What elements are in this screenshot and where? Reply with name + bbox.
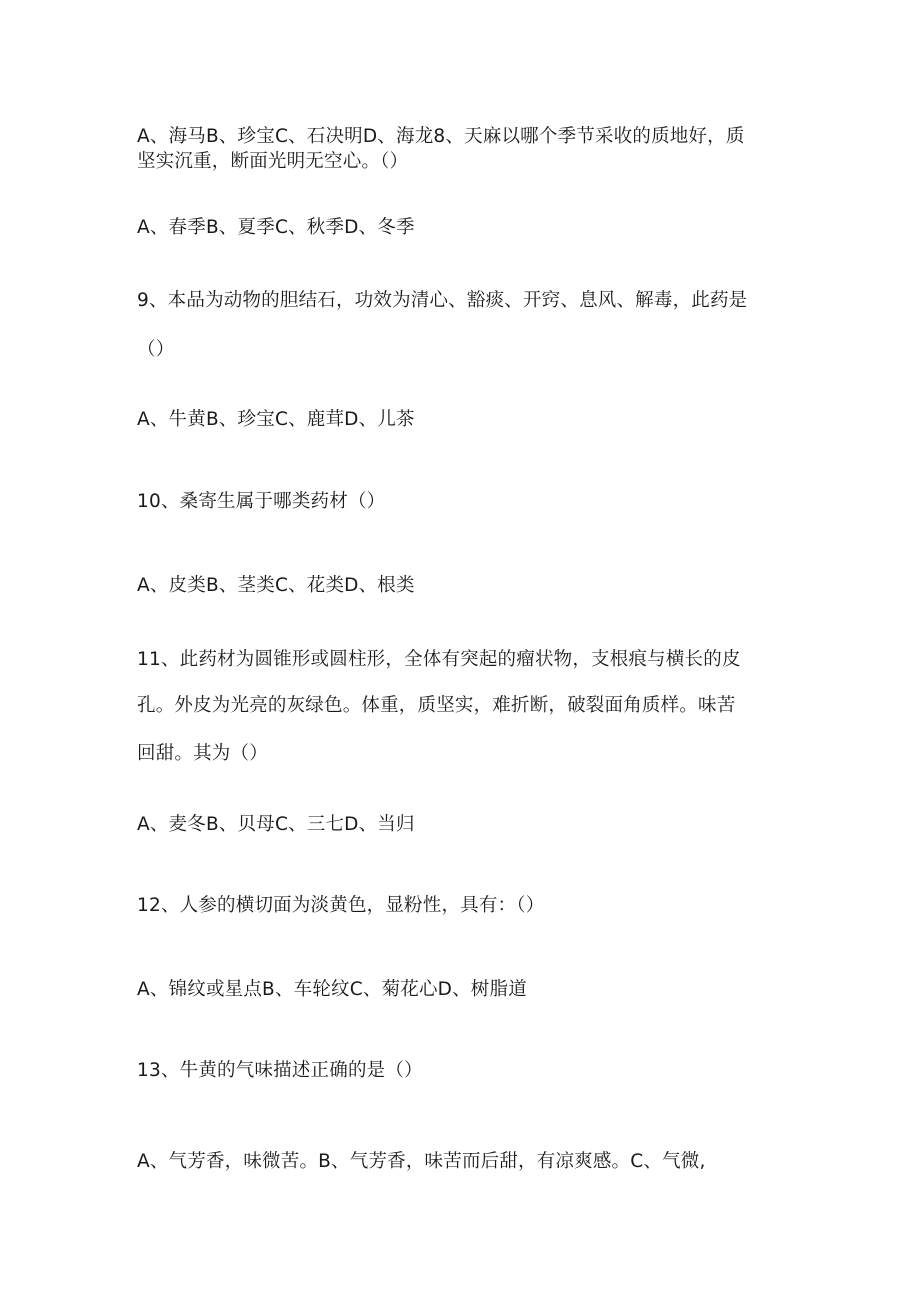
text-line: A、锦纹或星点B、车轮纹C、菊花心D、树脂道 [137, 979, 527, 1000]
question-13: 13、牛黄的气味描述正确的是（） [137, 1060, 423, 1081]
question-11: 11、此药材为圆锥形或圆柱形，全体有突起的瘤状物，支根痕与横长的皮 [137, 649, 741, 670]
text-line: 孔。外皮为光亮的灰绿色。体重，质坚实，难折断，破裂面角质样。味苦 [137, 695, 736, 716]
text-line: A、海马B、珍宝C、石决明D、海龙8、天麻以哪个季节采收的质地好，质 [137, 126, 745, 147]
text-line: A、牛黄B、珍宝C、鹿茸D、儿茶 [137, 409, 415, 430]
text-line: （） [137, 339, 175, 360]
text-line: 回甜。其为（） [137, 743, 268, 764]
text-line: 坚实沉重，断面光明无空心。（） [137, 151, 409, 172]
text-line: A、气芳香，味微苦。B、气芳香，味苦而后甜，有凉爽感。C、气微, [137, 1151, 706, 1172]
question-12: 12、人参的横切面为淡黄色，显粉性，具有：（） [137, 895, 545, 916]
text-line: A、皮类B、茎类C、花类D、根类 [137, 575, 415, 596]
question-10: 10、桑寄生属于哪类药材（） [137, 491, 386, 512]
text-line: A、春季B、夏季C、秋季D、冬季 [137, 217, 415, 238]
text-line: A、麦冬B、贝母C、三七D、当归 [137, 814, 415, 835]
question-9: 9、本品为动物的胆结石，功效为清心、豁痰、开窍、息风、解毒，此药是 [137, 290, 748, 311]
